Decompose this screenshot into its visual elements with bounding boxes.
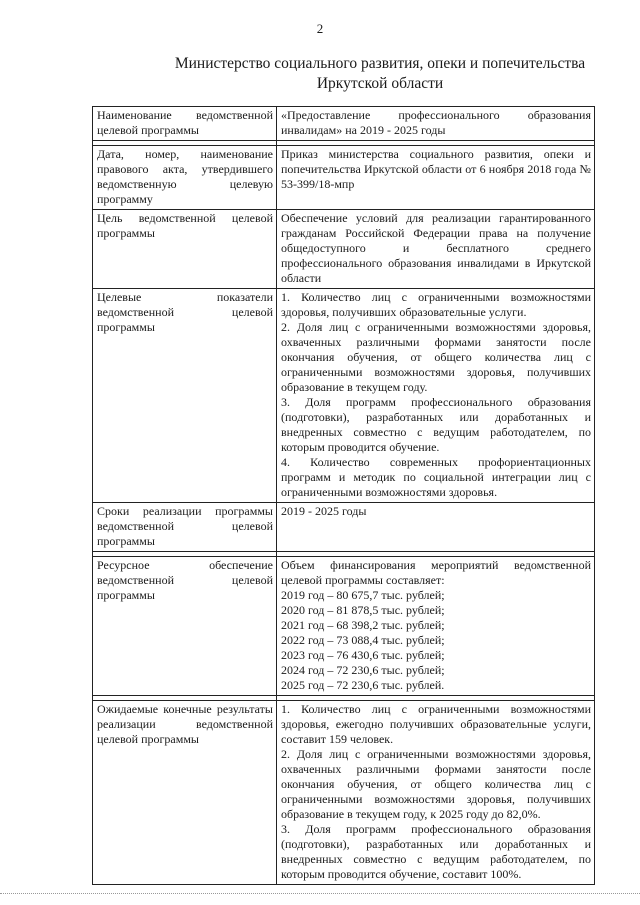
value-line: 2021 год – 68 398,2 тыс. рублей;: [281, 618, 445, 632]
table-row: [93, 107, 595, 141]
row-value: [277, 107, 595, 141]
row-label: Дата, номер, наименование правового акта, утвердившего ведомственную целевую программу: [93, 146, 277, 210]
value-line: 1. Количество лиц с ограниченными возможностями здоровья, получивших образовательные услуги.: [281, 290, 591, 319]
header-line-2: Иркутской области: [316, 75, 444, 92]
table-row: [93, 210, 595, 289]
program-passport-table: [92, 106, 595, 885]
value-line: 1. Количество лиц с ограниченными возможностями здоровья, ежегодно получивших образовательные услуги, составит 159 человек.: [281, 702, 591, 746]
value-line: 2024 год – 72 230,6 тыс. рублей;: [281, 663, 445, 677]
page-number: 2: [316, 21, 324, 36]
row-value: [277, 146, 595, 210]
row-value: [277, 557, 595, 696]
value-line: 2025 год – 72 230,6 тыс. рублей.: [281, 678, 445, 692]
table-row: [93, 146, 595, 210]
table-row: [93, 557, 595, 696]
row-label: Сроки реализации программы ведомственной целевой программы: [93, 503, 277, 552]
table-row: [93, 503, 595, 552]
row-value: [277, 210, 595, 289]
table-row: [93, 701, 595, 885]
row-label: Ожидаемые конечные результаты реализации ведомственной целевой программы: [93, 701, 277, 885]
row-value: [277, 289, 595, 503]
value-line: 3. Доля программ профессионального образования (подготовки), разработанных или доработанных и внедренных совместно с ведущим работодателем, по которым проводится обучение, составит 100%.: [281, 822, 591, 881]
row-label: Целевые показатели ведомственной целевой программы: [93, 289, 277, 503]
value-line: 4. Количество современных профориентационных программ и методик по социальной интеграции лиц с ограниченными возможностями здоровья.: [281, 455, 591, 499]
value-line: 2. Доля лиц с ограниченными возможностями здоровья, охваченных различными формами занятости после окончания обучения, от общего количества лиц с ограниченными возможностями здоровья, получивших образование в текущем году, к 2025 году до 82,0%.: [281, 747, 591, 821]
value-line: Приказ министерства социального развития, опеки и попечительства Иркутской области от 6 ноября 2018 года № 53-399/18-мпр: [281, 147, 591, 191]
value-line: 2022 год – 73 088,4 тыс. рублей;: [281, 633, 445, 647]
value-line: 2. Доля лиц с ограниченными возможностями здоровья, охваченных различными формами занятости после окончания обучения, от общего количества лиц с ограниченными возможностями здоровья, получивших образование в текущем году.: [281, 320, 591, 394]
table-row: [93, 289, 595, 503]
value-line: 2023 год – 76 430,6 тыс. рублей;: [281, 648, 445, 662]
value-line: 2019 год – 80 675,7 тыс. рублей;: [281, 588, 445, 602]
value-line: 2020 год – 81 878,5 тыс. рублей;: [281, 603, 445, 617]
row-label: Наименование ведомственной целевой программы: [93, 107, 277, 141]
row-value: [277, 701, 595, 885]
row-label: Цель ведомственной целевой программы: [93, 210, 277, 289]
value-line: 2019 - 2025 годы: [281, 504, 367, 518]
value-line: «Предоставление профессионального образования инвалидам» на 2019 - 2025 годы: [281, 108, 591, 137]
value-line: Объем финансирования мероприятий ведомственной целевой программы составляет:: [281, 558, 591, 587]
header-line-1: Министерство социального развития, опеки и попечительства: [174, 55, 586, 72]
value-line: Обеспечение условий для реализации гарантированного гражданам Российской Федерации права на получение общедоступного и бесплатного среднего профессионального образования инвалидами в Иркутской области: [281, 211, 591, 285]
document-header: [160, 54, 600, 94]
row-label: Ресурсное обеспечение ведомственной целевой программы: [93, 557, 277, 696]
value-line: 3. Доля программ профессионального образования (подготовки), разработанных или доработанных и внедренных совместно с ведущим работодателем, по которым проводится обучение.: [281, 395, 591, 454]
row-value: [277, 503, 595, 552]
page-bottom-rule: [0, 893, 640, 894]
